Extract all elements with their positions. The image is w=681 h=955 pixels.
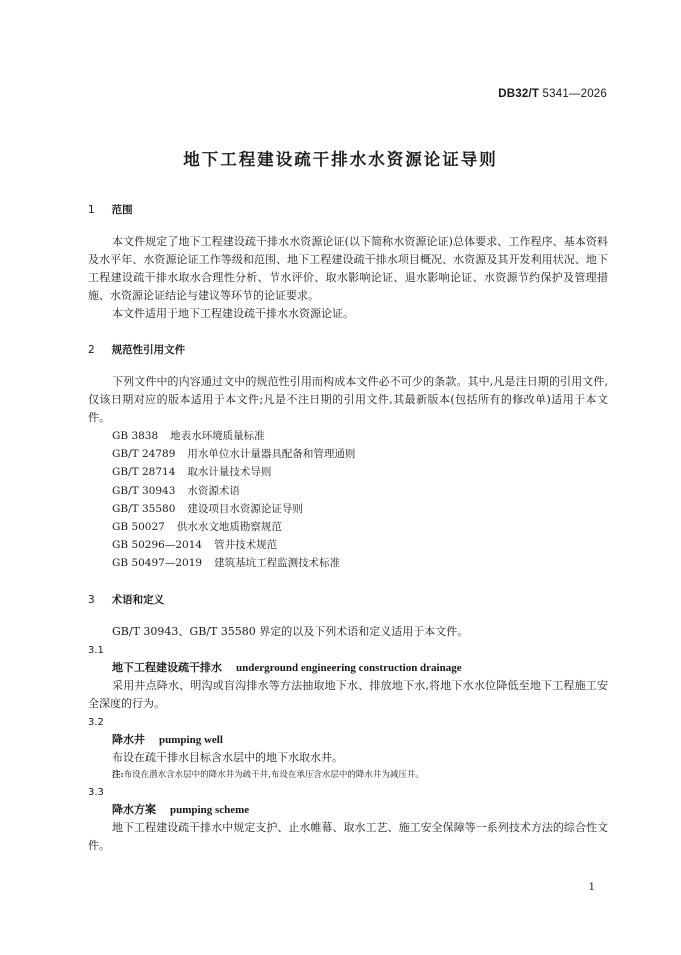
reference-name: 管井技术规范 — [214, 539, 278, 552]
reference-code: GB 50027 — [112, 521, 165, 534]
section-title: 范围 — [111, 204, 133, 216]
reference-code: GB/T 24789 — [112, 448, 176, 461]
reference-code: GB/T 30943 — [112, 484, 176, 497]
reference-list — [88, 427, 608, 573]
reference-item — [88, 445, 608, 463]
term-zh: 降水井 — [112, 732, 145, 746]
reference-item — [88, 536, 608, 554]
section-1-paragraph-2: 本文件适用于地下工程建设疏干排水水资源论证。 — [112, 307, 354, 320]
reference-item — [88, 500, 608, 518]
reference-name: 建设项目水资源论证导则 — [187, 502, 303, 515]
reference-code: GB 3838 — [112, 430, 159, 442]
standard-code-prefix: DB32/T — [498, 88, 540, 100]
term-title — [88, 659, 608, 677]
term-en: pumping well — [159, 733, 223, 746]
reference-code: GB 50296—2014 — [112, 539, 203, 552]
term-number: 3.2 — [88, 716, 104, 728]
reference-name: 取水计量技术导则 — [187, 466, 272, 479]
term-entry — [88, 785, 608, 855]
section-title: 术语和定义 — [111, 593, 165, 606]
document-body — [88, 197, 608, 855]
reference-item — [88, 463, 608, 481]
section-1-paragraph-1: 本文件规定了地下工程建设疏干排水水资源论证(以下简称水资源论证)总体要求、工作程序、基本资料及水平年、水资源论证工作等级和范围、地下工程建设疏干排水项目概况、水资源及其开发利用状况、地下工程建设疏干排水取水合理性分析、节水评价、取水影响论证、退水影响论证、水资源节约保护及管理措施、水资源论证结论与建议等环节的论证要求。 — [88, 235, 608, 302]
term-note — [88, 767, 608, 783]
section-3-intro: GB/T 30943、GB/T 35580 界定的以及下列术语和定义适用于本文件。 — [112, 624, 469, 638]
term-zh: 地下工程建设疏干排水 — [112, 660, 222, 674]
page-number: 1 — [588, 882, 595, 893]
term-en: underground engineering construction drainage — [236, 661, 462, 674]
reference-code: GB/T 35580 — [112, 502, 176, 515]
standard-code-number: 5341—2026 — [542, 88, 607, 100]
document-title: 地下工程建设疏干排水水资源论证导则 — [183, 150, 498, 169]
section-2-paragraph: 下列文件中的内容通过文中的规范性引用而构成本文件必不可少的条款。其中,凡是注日期的引用文件,仅该日期对应的版本适用于本文件;凡是不注日期的引用文件,其最新版本(包括所有的修改单)适用于本文件。 — [88, 375, 608, 424]
reference-item — [88, 518, 608, 536]
term-number: 3.1 — [88, 644, 104, 656]
reference-name: 水资源术语 — [187, 484, 240, 497]
term-definition: 采用井点降水、明沟或盲沟排水等方法抽取地下水、排放地下水,将地下水水位降低至地下工程施工安全深度的行为。 — [88, 678, 608, 710]
section-1-heading — [88, 197, 608, 223]
reference-item — [88, 482, 608, 500]
term-entry — [88, 715, 608, 783]
reference-name: 用水单位水计量器具配备和管理通则 — [187, 448, 356, 461]
reference-item — [88, 427, 608, 445]
note-text: 布设在潜水含水层中的降水井为疏干井,布设在承压含水层中的降水井为减压井。 — [123, 769, 424, 780]
section-number: 2 — [88, 344, 95, 356]
section-title: 规范性引用文件 — [111, 344, 186, 356]
term-zh: 降水方案 — [112, 802, 156, 816]
section-2-heading — [88, 337, 608, 363]
term-definition: 地下工程建设疏干排水中规定支护、止水帷幕、取水工艺、施工安全保障等一系列技术方法的综合性文件。 — [88, 820, 608, 852]
term-en: pumping scheme — [170, 803, 250, 816]
section-number: 1 — [88, 204, 95, 216]
standard-code — [498, 88, 607, 100]
reference-item — [88, 554, 608, 572]
term-definition: 布设在疏干排水目标含水层中的地下水取水井。 — [112, 750, 343, 764]
reference-name: 供水水文地质勘察规范 — [176, 521, 282, 534]
section-number: 3 — [88, 593, 95, 606]
reference-code: GB/T 28714 — [112, 466, 176, 479]
section-3-heading — [88, 587, 608, 613]
term-number: 3.3 — [88, 786, 104, 798]
reference-name: 地表水环境质量标准 — [170, 430, 265, 442]
term-title — [88, 801, 608, 819]
note-label: 注: — [112, 769, 124, 780]
term-entry — [88, 643, 608, 713]
reference-name: 建筑基坑工程监测技术标准 — [214, 557, 341, 570]
term-title — [88, 731, 608, 749]
reference-code: GB 50497—2019 — [112, 557, 203, 570]
